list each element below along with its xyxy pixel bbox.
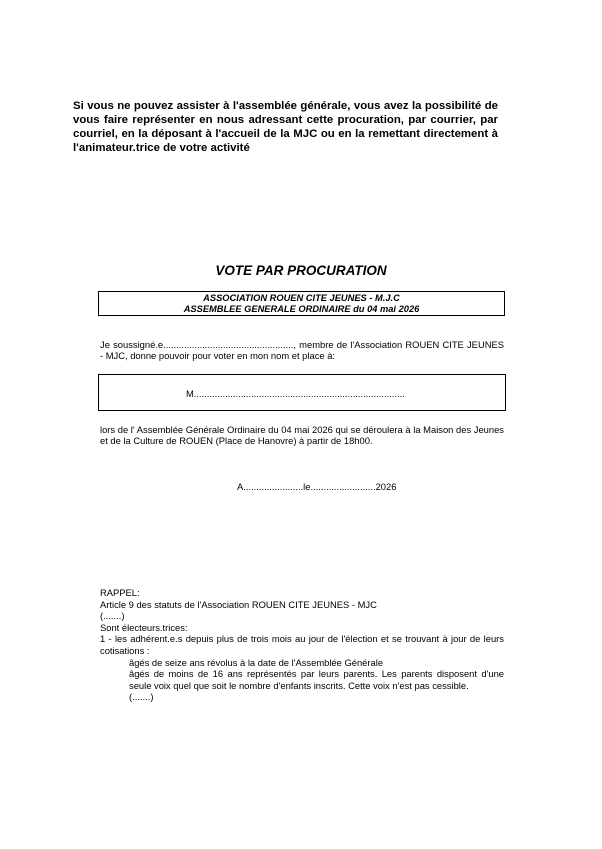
electors-item-1: 1 - les adhérent.e.s depuis plus de trois mois au jour de l'élection et se trouvant à jour de leurs cotisations :	[100, 633, 504, 656]
rappel-ellipsis-1: (.......)	[100, 610, 125, 622]
association-name: ASSOCIATION ROUEN CITE JEUNES - M.J.C	[203, 293, 400, 303]
proxy-name-field[interactable]: M.................................................................................	[186, 388, 405, 399]
proxy-name-box[interactable]	[98, 374, 506, 411]
association-header-box	[98, 291, 505, 316]
rappel-ellipsis-2: (.......)	[129, 691, 154, 703]
assembly-details-paragraph: lors de l' Assemblée Générale Ordinaire du 04 mai 2026 qui se déroulera à la Maison des Jeunes et de la Culture de ROUEN (Place de Hanovre) à partir de 18h00.	[100, 424, 504, 447]
soussigne-field-paragraph[interactable]: Je soussigné.e.................................................., membre de l'Association ROUEN CITE JEUNES - MJC, donne pouvoir pour voter en mon nom et place à:	[100, 339, 504, 362]
intro-paragraph: Si vous ne pouvez assister à l'assemblée générale, vous avez la possibilité de vous faire représenter en nous adressant cette procuration, par courrier, par courriel, en la déposant à l'accueil de la MJC ou en la remettant directement à l'animateur.trice de votre activité	[73, 100, 498, 154]
electors-sub-item-1: âgés de seize ans révolus à la date de l'Assemblée Générale	[129, 656, 384, 668]
electors-heading: Sont électeurs.trices:	[100, 621, 188, 633]
assembly-name: ASSEMBLEE GENERALE ORDINAIRE du 04 mai 2026	[183, 304, 420, 314]
form-title: VOTE PAR PROCURATION	[215, 263, 387, 278]
rappel-section	[100, 587, 504, 703]
rappel-heading: RAPPEL:	[100, 587, 140, 598]
rappel-article: Article 9 des statuts de l'Association ROUEN CITE JEUNES - MJC	[100, 598, 377, 610]
electors-sub-item-2: âgés de moins de 16 ans représentés par leurs parents. Les parents disposent d'une seule voix quel que soit le nombre d'enfants inscrits. Cette voix n'est pas cessible.	[129, 668, 504, 691]
place-date-field[interactable]: A.......................le.........................2026	[237, 481, 397, 492]
